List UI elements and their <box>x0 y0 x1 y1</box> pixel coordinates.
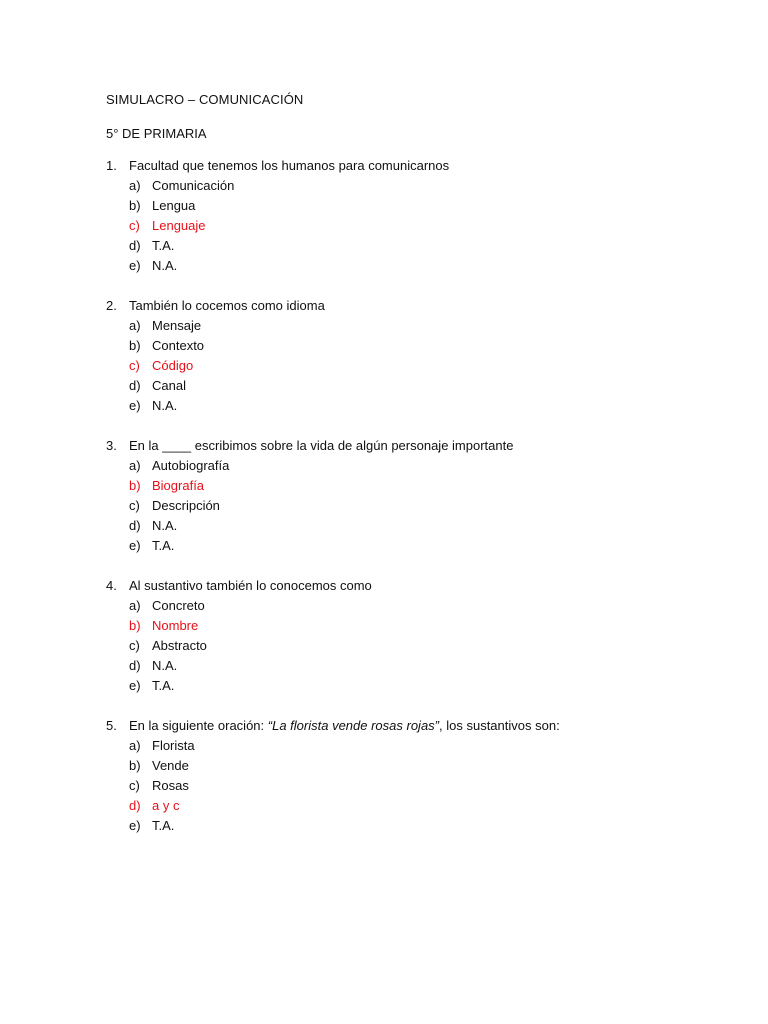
option-list <box>0 456 768 556</box>
question-number: 3. <box>106 438 117 453</box>
option-letter: c) <box>129 498 140 513</box>
option-letter: d) <box>129 518 141 533</box>
option-text: Concreto <box>152 598 205 613</box>
option-list <box>0 736 768 836</box>
question-quote: “La florista vende rosas rojas” <box>267 718 440 733</box>
option-e <box>0 396 768 416</box>
option-letter: a) <box>129 318 141 333</box>
option-letter: a) <box>129 738 141 753</box>
option-d <box>0 516 768 536</box>
option-letter: a) <box>129 458 141 473</box>
question-text <box>129 716 560 736</box>
option-letter: a) <box>129 598 141 613</box>
question-text: Al sustantivo también lo conocemos como <box>129 578 372 593</box>
option-text: T.A. <box>152 538 175 553</box>
option-list <box>0 316 768 416</box>
option-letter: e) <box>129 538 141 553</box>
option-text: Lengua <box>152 198 196 213</box>
option-c <box>0 216 768 236</box>
option-letter: b) <box>129 758 141 773</box>
option-text: Descripción <box>152 498 220 513</box>
option-letter: e) <box>129 678 141 693</box>
option-text: Lenguaje <box>152 218 206 233</box>
question-text-before: En la siguiente oración: <box>129 718 268 733</box>
option-text: Nombre <box>152 618 199 633</box>
option-letter: c) <box>129 358 140 373</box>
option-a <box>0 316 768 336</box>
option-letter: c) <box>129 638 140 653</box>
option-a <box>0 736 768 756</box>
page-title: SIMULACRO – COMUNICACIÓN <box>106 92 304 107</box>
option-letter: b) <box>129 478 141 493</box>
option-text: Florista <box>152 738 195 753</box>
option-text: Autobiografía <box>152 458 230 473</box>
option-a <box>0 176 768 196</box>
question-number: 2. <box>106 298 117 313</box>
option-text: N.A. <box>152 518 178 533</box>
option-text: T.A. <box>152 678 175 693</box>
option-d <box>0 796 768 816</box>
option-text: T.A. <box>152 818 175 833</box>
option-d <box>0 376 768 396</box>
option-text: Rosas <box>152 778 189 793</box>
question-text: También lo cocemos como idioma <box>129 298 325 313</box>
option-letter: b) <box>129 618 141 633</box>
option-e <box>0 536 768 556</box>
option-text: Biografía <box>152 478 205 493</box>
option-b <box>0 336 768 356</box>
option-e <box>0 816 768 836</box>
option-list <box>0 176 768 276</box>
option-letter: d) <box>129 798 141 813</box>
option-c <box>0 776 768 796</box>
option-letter: b) <box>129 198 141 213</box>
option-letter: d) <box>129 658 141 673</box>
option-letter: e) <box>129 258 141 273</box>
option-letter: e) <box>129 818 141 833</box>
option-b <box>0 616 768 636</box>
option-text: Comunicación <box>152 178 235 193</box>
option-b <box>0 756 768 776</box>
option-text: Canal <box>152 378 186 393</box>
option-a <box>0 596 768 616</box>
question-text: Facultad que tenemos los humanos para comunicarnos <box>129 158 450 173</box>
option-letter: a) <box>129 178 141 193</box>
option-d <box>0 236 768 256</box>
option-d <box>0 656 768 676</box>
option-text: N.A. <box>152 258 178 273</box>
option-letter: c) <box>129 218 140 233</box>
option-text: a y c <box>152 798 180 813</box>
question-2 <box>0 296 768 436</box>
question-1 <box>0 156 768 296</box>
option-text: Mensaje <box>152 318 202 333</box>
option-list <box>0 596 768 696</box>
option-text: N.A. <box>152 398 178 413</box>
option-c <box>0 496 768 516</box>
option-text: N.A. <box>152 658 178 673</box>
question-3 <box>0 436 768 576</box>
question-4 <box>0 576 768 716</box>
option-letter: c) <box>129 778 140 793</box>
question-text: En la ____ escribimos sobre la vida de algún personaje importante <box>129 438 514 453</box>
question-number: 4. <box>106 578 117 593</box>
option-text: Vende <box>152 758 189 773</box>
question-list <box>0 156 768 856</box>
option-letter: d) <box>129 378 141 393</box>
option-c <box>0 636 768 656</box>
question-number: 5. <box>106 718 117 733</box>
option-c <box>0 356 768 376</box>
option-text: Código <box>152 358 194 373</box>
option-b <box>0 476 768 496</box>
option-letter: e) <box>129 398 141 413</box>
question-5 <box>0 716 768 856</box>
option-letter: d) <box>129 238 141 253</box>
question-text-after: , los sustantivos son: <box>439 718 560 733</box>
option-text: Abstracto <box>152 638 207 653</box>
option-a <box>0 456 768 476</box>
option-letter: b) <box>129 338 141 353</box>
option-text: T.A. <box>152 238 175 253</box>
question-number: 1. <box>106 158 117 173</box>
option-e <box>0 676 768 696</box>
option-text: Contexto <box>152 338 205 353</box>
option-e <box>0 256 768 276</box>
page-subtitle: 5° DE PRIMARIA <box>106 126 207 141</box>
option-b <box>0 196 768 216</box>
